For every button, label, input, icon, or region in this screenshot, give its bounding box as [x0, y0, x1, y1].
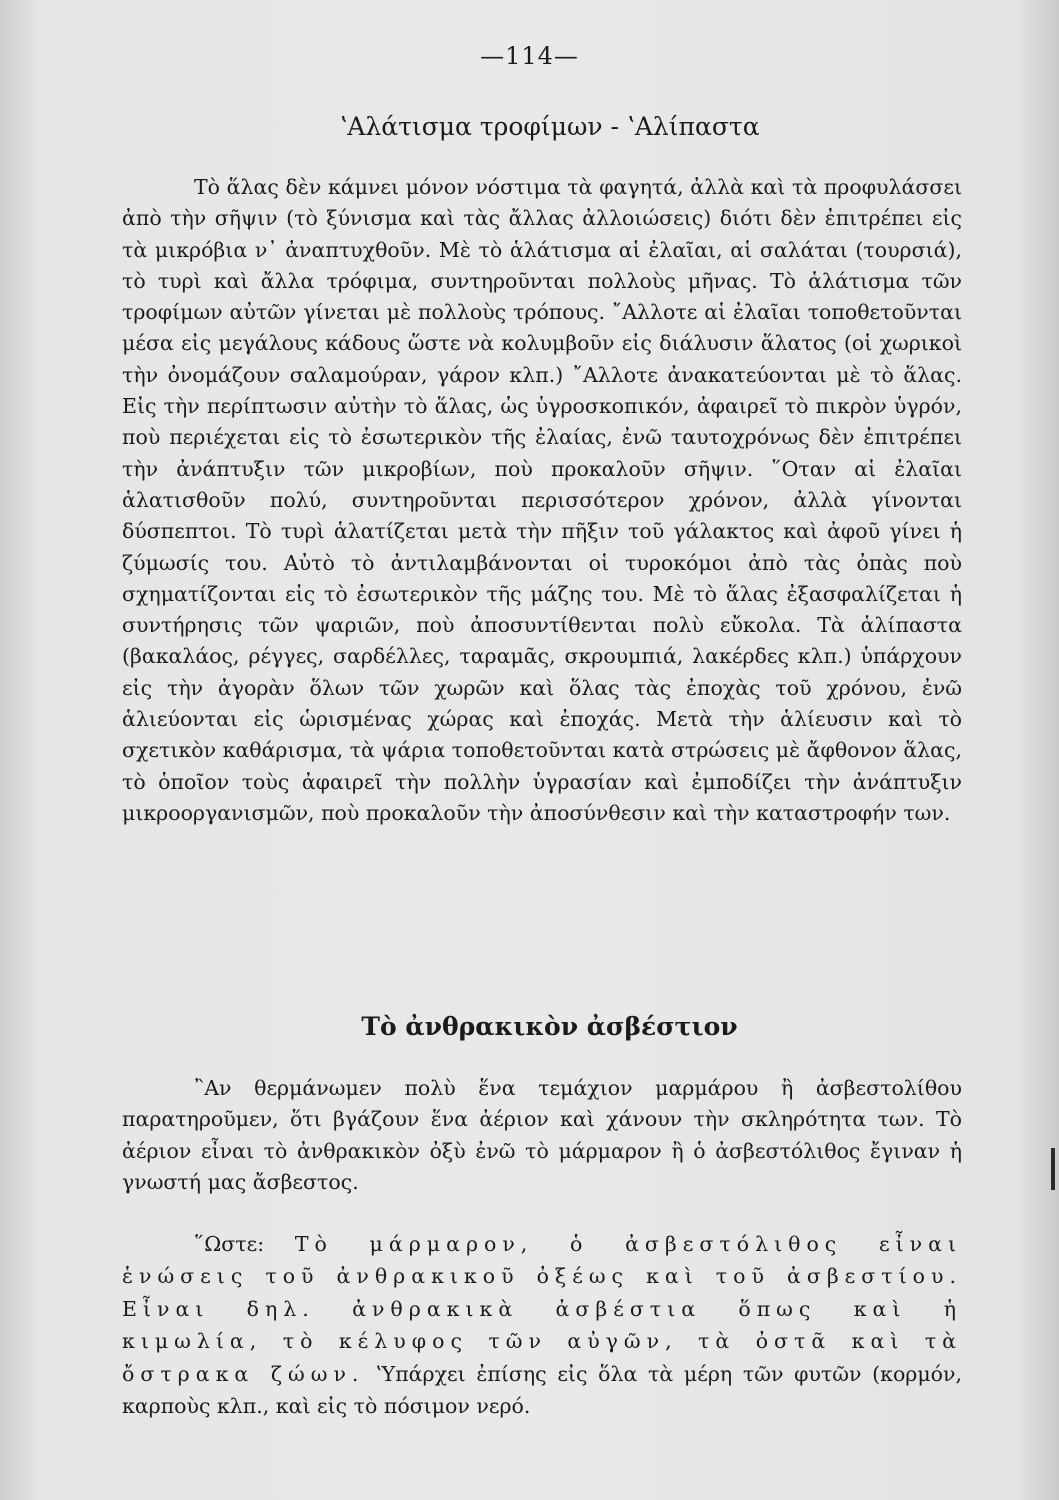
conclusion-tail: ʽΥπάρχει ἐπίσης εἰς ὅλα τὰ μέρη τῶν φυτῶν (κορμόν, καρποὺς κλπ., καὶ εἰς τὸ πόσιμον νερό.: [122, 1361, 962, 1419]
section-calcium-body: [122, 1073, 962, 1198]
page-number: —114—: [480, 42, 579, 70]
conclusion-lead: ῞Ωστε:: [194, 1232, 295, 1256]
paragraph-heating-marble: ῍Αν θερμάνωμεν πολὺ ἕνα τεμάχιον μαρμάρου ἢ ἀσβεστολίθου παρατηροῦμεν, ὅτι βγάζουν ἕνα ἀέριον καὶ χάνουν τὴν σκληρότητα των. Τὸ ἀέριον εἶναι τὸ ἀνθρακικὸν ὀξὺ ἐνῶ τὸ μάρμαρον ἢ ὁ ἀσβεστόλιθος ἔγιναν ἡ γνωστή μας ἄσβεστος.: [122, 1076, 962, 1194]
section-calcium-conclusion: [122, 1228, 962, 1422]
section-title-salting: ʽΑλάτισμα τροφίμων - ʽΑλίπαστα: [339, 112, 760, 141]
page-edge-mark: [1051, 1148, 1055, 1190]
paragraph-salting: Τὸ ἅλας δὲν κάμνει μόνον νόστιμα τὰ φαγητά, ἀλλὰ καὶ τὰ προφυλάσσει ἀπὸ τὴν σῆψιν (τὸ ξύνισμα καὶ τὰς ἄλλας ἀλλοιώσεις) διότι δὲν ἐπιτρέπει εἰς τὰ μικρόβια ν᾿ ἀναπτυχθοῦν. Μὲ τὸ ἁλάτισμα αἱ ἐλαῖαι, αἱ σαλάται (τουρσιά), τὸ τυρὶ καὶ ἄλλα τρόφιμα, συντηροῦνται πολλοὺς μῆνας. Τὸ ἁλάτισμα τῶν τροφίμων αὐτῶν γίνεται μὲ πολλοὺς τρόπους. ῎Αλλοτε αἱ ἐλαῖαι τοποθετοῦνται μέσα εἰς μεγάλους κάδους ὥστε νὰ κολυμβοῦν εἰς διάλυσιν ἅλατος (οἱ χωρικοὶ τὴν ὀνομάζουν σαλαμούραν, γάρον κλπ.) ῎Αλλοτε ἀνακατεύονται μὲ τὸ ἅλας. Εἰς τὴν περίπτωσιν αὐτὴν τὸ ἅλας, ὡς ὑγροσκοπικόν, ἀφαιρεῖ τὸ πικρὸν ὑγρόν, ποὺ περιέχεται εἰς τὸ ἐσωτερικὸν τῆς ἐλαίας, ἐνῶ ταυτοχρόνως δὲν ἐπιτρέπει τὴν ἀνάπτυξιν τῶν μικροβίων, ποὺ προκαλοῦν σῆψιν. ῞Οταν αἱ ἐλαῖαι ἁλατισθοῦν πολύ, συντηροῦνται περισσότερον χρόνον, ἀλλὰ γίνονται δύσπεπτοι. Τὸ τυρὶ ἁλατίζεται μετὰ τὴν πῆξιν τοῦ γάλακτος καὶ ἀφοῦ γίνει ἡ ζύμωσίς του. Αὐτὸ τὸ ἀντιλαμβάνονται οἱ τυροκόμοι ἀπὸ τὰς ὀπὰς ποὺ σχηματίζονται εἰς τὸ ἐσωτερικὸν τῆς μάζης του. Μὲ τὸ ἅλας ἐξασφαλίζεται ἡ συντήρησις τῶν ψαριῶν, ποὺ ἀποσυντίθενται πολὺ εὔκολα. Τὰ ἁλίπαστα (βακαλάος, ρέγγες, σαρδέλλες, ταραμᾶς, σκρουμπιά, λακέρδες κλπ.) ὑπάρχουν εἰς τὴν ἀγορὰν ὅλων τῶν χωρῶν καὶ ὅλας τὰς ἐποχὰς τοῦ χρόνου, ἐνῶ ἁλιεύονται εἰς ὡρισμένας χώρας καὶ ἐποχάς. Μετὰ τὴν ἁλίευσιν καὶ τὸ σχετικὸν καθάρισμα, τὰ ψάρια τοποθετοῦνται κατὰ στρώσεις μὲ ἄφθονον ἅλας, τὸ ὁποῖον τοὺς ἀφαιρεῖ τὴν πολλὴν ὑγρασίαν καὶ ἐμποδίζει τὴν ἀνάπτυξιν μικροοργανισμῶν, ποὺ προκαλοῦν τὴν ἀποσύνθεσιν καὶ τὴν καταστροφήν των.: [122, 175, 962, 825]
section-salting-body: [122, 172, 962, 829]
conclusion-spaced-text: Τὸ μάρμαρον, ὁ ἀσβεστόλιθος εἶναι ἑνώσεις τοῦ ἀνθρακικοῦ ὀξέως καὶ τοῦ ἀσβεστίου. Εἶναι δηλ. ἀνθρακικὰ ἀσβέστια ὅπως καὶ ἡ κιμωλία, τὸ κέλυφος τῶν αὐγῶν, τὰ ὀστᾶ καὶ τὰ ὄστρακα ζώων.: [122, 1232, 962, 1386]
section-title-calcium-carbonate: Τὸ ἀνθρακικὸν ἀσβέστιον: [361, 1012, 738, 1041]
paragraph-conclusion: [122, 1228, 962, 1422]
